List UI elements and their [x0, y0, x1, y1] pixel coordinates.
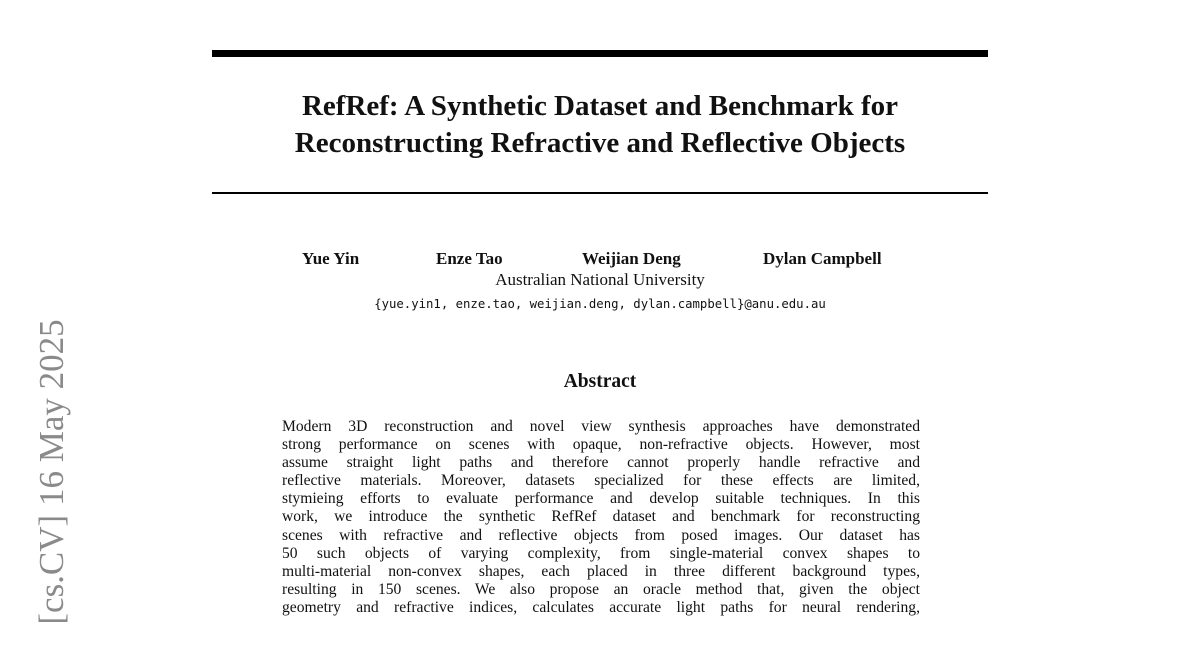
abstract-line: strong performance on scenes with opaque, non-refractive objects. However, most — [282, 436, 920, 454]
title-bottom-rule — [212, 192, 988, 194]
author-name: Enze Tao — [436, 249, 503, 268]
abstract-line: scenes with refractive and reflective objects from posed images. Our dataset has — [282, 526, 920, 544]
title-top-rule — [212, 50, 988, 57]
abstract-line: geometry and refractive indices, calculates accurate light paths for neural rendering, — [282, 598, 920, 616]
abstract-line: resulting in 150 scenes. We also propose an oracle method that, given the object — [282, 580, 920, 598]
abstract-line: work, we introduce the synthetic RefRef dataset and benchmark for reconstructing — [282, 508, 920, 526]
author-emails: {yue.yin1, enze.tao, weijian.deng, dylan.campbell}@anu.edu.au — [374, 297, 826, 311]
abstract-line: Modern 3D reconstruction and novel view synthesis approaches have demonstrated — [282, 418, 920, 435]
abstract-heading: Abstract — [563, 371, 637, 392]
abstract-body — [282, 418, 920, 617]
abstract-line: 50 such objects of varying complexity, from single-material convex shapes to — [282, 544, 920, 562]
abstract-line: assume straight light paths and therefore cannot properly handle refractive and — [282, 454, 920, 472]
author-name: Weijian Deng — [582, 249, 681, 268]
abstract-line: stymieing efforts to evaluate performance and develop suitable techniques. In this — [282, 490, 920, 508]
abstract-line: reflective materials. Moreover, datasets specialized for these effects are limited, — [282, 472, 920, 490]
author-name: Dylan Campbell — [763, 249, 882, 268]
arxiv-side-stamp: [cs.CV] 16 May 2025 — [32, 319, 71, 625]
title-line: RefRef: A Synthetic Dataset and Benchmark for — [301, 90, 899, 122]
title-line: Reconstructing Refractive and Reflective Objects — [294, 127, 906, 159]
paper-title — [212, 88, 988, 162]
author-affiliation: Australian National University — [495, 270, 705, 289]
abstract-line: multi-material non-convex shapes, each placed in three different background types, — [282, 562, 920, 580]
author-name: Yue Yin — [302, 249, 360, 268]
